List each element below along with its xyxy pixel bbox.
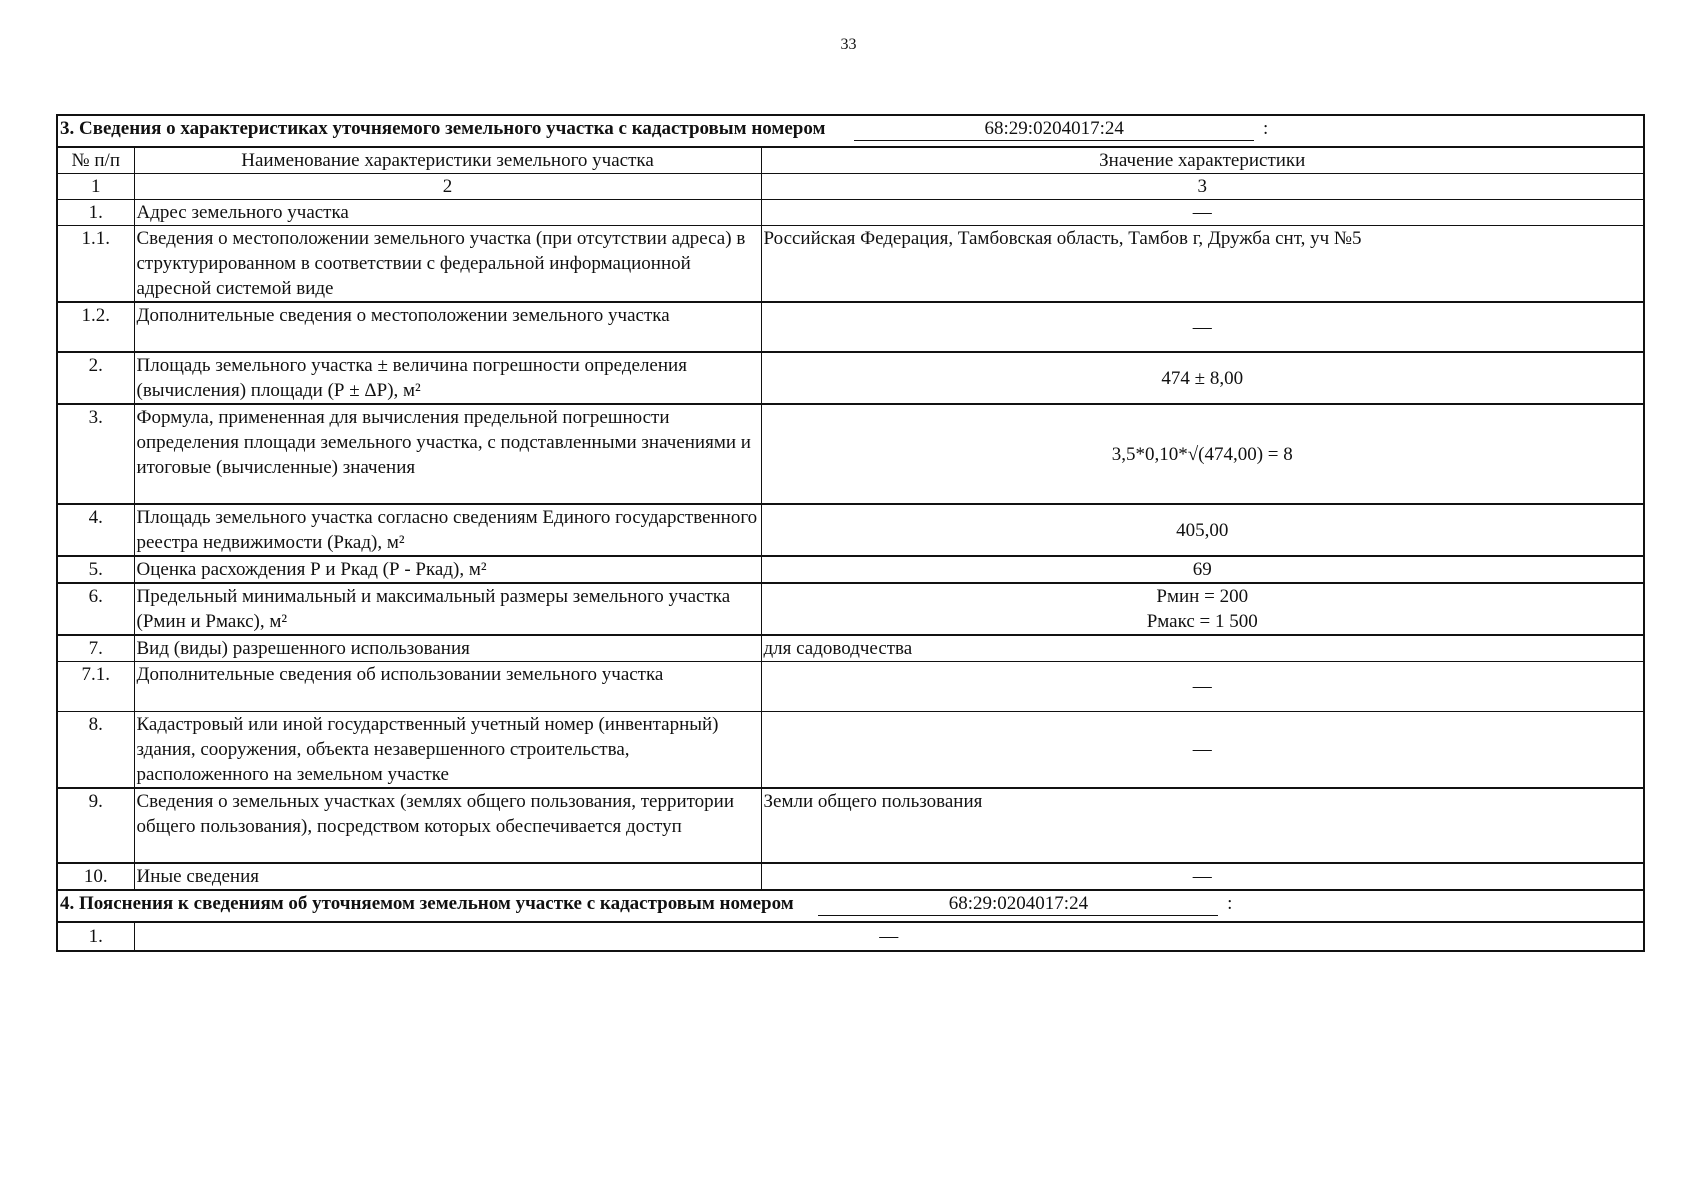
section-3-cadastral-number: 68:29:0204017:24 xyxy=(854,118,1254,141)
row-value-max: Рмакс = 1 500 xyxy=(1146,611,1258,632)
table-row xyxy=(57,583,1644,635)
table-row xyxy=(57,712,1644,789)
row-value: 405,00 xyxy=(761,504,1644,556)
row-value: — xyxy=(761,863,1644,890)
row-number: 5. xyxy=(57,556,134,583)
row-value: — xyxy=(761,712,1644,789)
header-name: Наименование характеристики земельного участка xyxy=(134,147,761,174)
table-header-row xyxy=(57,147,1644,174)
page-number: 33 xyxy=(840,36,857,53)
row-number: 10. xyxy=(57,863,134,890)
row-number: 1. xyxy=(57,922,134,951)
row-name: Иные сведения xyxy=(134,863,761,890)
row-number: 8. xyxy=(57,712,134,789)
row-value: Российская Федерация, Тамбовская область, Тамбов г, Дружба снт, уч №5 xyxy=(761,226,1644,303)
row-value: 69 xyxy=(761,556,1644,583)
section-3-title-cell xyxy=(57,115,1644,147)
row-name: Формула, примененная для вычисления предельной погрешности определения площади земельного участка, с подставленными значениями и итоговые (вычисленные) значения xyxy=(134,404,761,504)
table-row xyxy=(57,788,1644,863)
row-value: — xyxy=(761,302,1644,352)
row-name: Вид (виды) разрешенного использования xyxy=(134,635,761,662)
table-row xyxy=(57,556,1644,583)
row-value: Земли общего пользования xyxy=(761,788,1644,863)
table-row xyxy=(57,352,1644,404)
row-name: Кадастровый или иной государственный учетный номер (инвентарный) здания, сооружения, объекта незавершенного строительства, расположенного на земельном участке xyxy=(134,712,761,789)
table-row xyxy=(57,504,1644,556)
table-row xyxy=(57,922,1644,951)
column-number-2: 2 xyxy=(134,174,761,200)
table-row xyxy=(57,404,1644,504)
row-name: Оценка расхождения Р и Ркад (Р - Ркад), м² xyxy=(134,556,761,583)
section-4-cadastral-number: 68:29:0204017:24 xyxy=(818,893,1218,916)
row-value-cell xyxy=(761,583,1644,635)
row-name: Адрес земельного участка xyxy=(134,200,761,226)
row-name: Дополнительные сведения об использовании земельного участка xyxy=(134,662,761,712)
row-value: для садоводчества xyxy=(761,635,1644,662)
table-row xyxy=(57,200,1644,226)
header-value: Значение характеристики xyxy=(761,147,1644,174)
table-row xyxy=(57,302,1644,352)
table-row xyxy=(57,863,1644,890)
row-name: Сведения о земельных участках (землях общего пользования, территории общего пользования), посредством которых обеспечивается доступ xyxy=(134,788,761,863)
row-number: 2. xyxy=(57,352,134,404)
column-numbers-row xyxy=(57,174,1644,200)
row-name: Предельный минимальный и максимальный размеры земельного участка (Рмин и Рмакс), м² xyxy=(134,583,761,635)
table-row xyxy=(57,635,1644,662)
row-number: 9. xyxy=(57,788,134,863)
table-row xyxy=(57,662,1644,712)
row-number: 6. xyxy=(57,583,134,635)
section-3-title-row xyxy=(57,115,1644,147)
row-number: 4. xyxy=(57,504,134,556)
row-number: 1.2. xyxy=(57,302,134,352)
row-value: 3,5*0,10*√(474,00) = 8 xyxy=(761,404,1644,504)
section-3-colon: : xyxy=(1262,118,1269,139)
row-name: Дополнительные сведения о местоположении земельного участка xyxy=(134,302,761,352)
row-value: — xyxy=(134,922,1644,951)
section-4-title-row xyxy=(57,890,1644,922)
row-name: Сведения о местоположении земельного участка (при отсутствии адреса) в структурированном в соответствии с федеральной информационной адресной системой виде xyxy=(134,226,761,303)
row-number: 1.1. xyxy=(57,226,134,303)
row-value: 474 ± 8,00 xyxy=(761,352,1644,404)
row-value: — xyxy=(761,200,1644,226)
row-value-min: Рмин = 200 xyxy=(1156,586,1249,607)
row-name: Площадь земельного участка согласно сведениям Единого государственного реестра недвижимости (Ркад), м² xyxy=(134,504,761,556)
section-4-title: 4. Пояснения к сведениям об уточняемом земельном участке с кадастровым номером xyxy=(60,893,794,914)
row-number: 1. xyxy=(57,200,134,226)
column-number-3: 3 xyxy=(761,174,1644,200)
land-plot-characteristics-table xyxy=(56,114,1645,952)
table-row xyxy=(57,226,1644,303)
header-num: № п/п xyxy=(57,147,134,174)
row-value: — xyxy=(761,662,1644,712)
section-4-colon: : xyxy=(1227,893,1233,914)
row-number: 7.1. xyxy=(57,662,134,712)
section-4-title-cell xyxy=(57,890,1644,922)
column-number-1: 1 xyxy=(57,174,134,200)
row-number: 3. xyxy=(57,404,134,504)
row-name: Площадь земельного участка ± величина погрешности определения (вычисления) площади (Р ± ΔР), м² xyxy=(134,352,761,404)
section-3-title: 3. Сведения о характеристиках уточняемого земельного участка с кадастровым номером xyxy=(60,118,826,139)
row-number: 7. xyxy=(57,635,134,662)
